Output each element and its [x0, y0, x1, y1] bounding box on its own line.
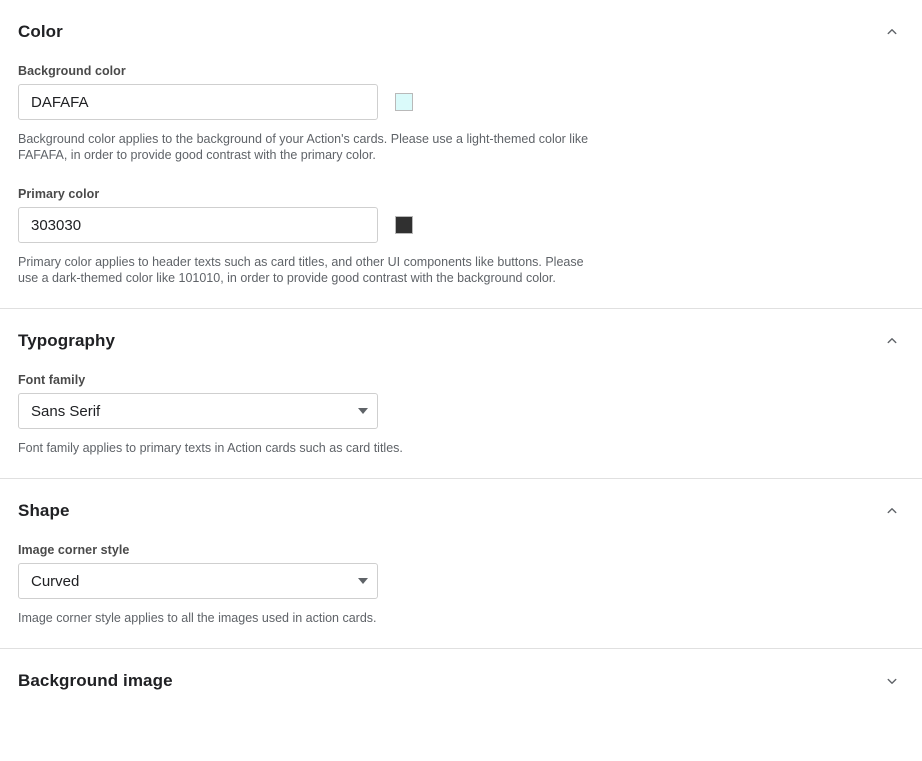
section-title-color: Color — [18, 22, 63, 41]
image-corner-style-select[interactable] — [18, 563, 378, 599]
image-corner-style-select-wrap — [18, 563, 378, 599]
chevron-up-icon[interactable] — [880, 20, 904, 44]
field-image-corner-style — [18, 543, 904, 626]
section-typography — [0, 309, 922, 479]
field-background-color — [18, 64, 904, 163]
section-body-color — [18, 64, 904, 308]
row-primary-color — [18, 207, 904, 243]
section-title-typography: Typography — [18, 331, 116, 350]
primary-color-swatch[interactable] — [395, 216, 413, 234]
font-family-select-wrap — [18, 393, 378, 429]
section-header-shape[interactable] — [18, 479, 904, 543]
section-title-shape: Shape — [18, 501, 70, 520]
background-color-input[interactable] — [18, 84, 378, 120]
chevron-up-icon[interactable] — [880, 499, 904, 523]
field-font-family — [18, 373, 904, 456]
label-image-corner-style: Image corner style — [18, 543, 130, 557]
section-shape — [0, 479, 922, 649]
label-background-color: Background color — [18, 64, 126, 78]
section-background-image — [0, 649, 922, 713]
primary-color-input[interactable] — [18, 207, 378, 243]
label-font-family: Font family — [18, 373, 86, 387]
font-family-select[interactable] — [18, 393, 378, 429]
section-title-background-image: Background image — [18, 671, 173, 690]
section-body-shape — [18, 543, 904, 648]
font-family-value: Sans Serif — [31, 402, 101, 420]
section-header-color[interactable] — [18, 0, 904, 64]
help-image-corner-style: Image corner style applies to all the images used in action cards. — [18, 611, 377, 625]
section-header-background-image[interactable] — [18, 649, 904, 713]
label-primary-color: Primary color — [18, 187, 100, 201]
field-primary-color — [18, 187, 904, 286]
help-background-color: Background color applies to the background of your Action's cards. Please use a light-themed color like FAFAFA, in order to provide good contrast with the primary color. — [18, 132, 589, 162]
section-color — [0, 0, 922, 309]
chevron-down-icon[interactable] — [880, 669, 904, 693]
image-corner-style-value: Curved — [31, 572, 80, 590]
section-header-typography[interactable] — [18, 309, 904, 373]
help-font-family: Font family applies to primary texts in Action cards such as card titles. — [18, 441, 403, 455]
chevron-up-icon[interactable] — [880, 329, 904, 353]
row-background-color — [18, 84, 904, 120]
background-color-swatch[interactable] — [395, 93, 413, 111]
help-primary-color: Primary color applies to header texts such as card titles, and other UI components like buttons. Please use a dark-themed color like 101010, in order to provide good contrast with the background color. — [18, 255, 584, 285]
section-body-typography — [18, 373, 904, 478]
